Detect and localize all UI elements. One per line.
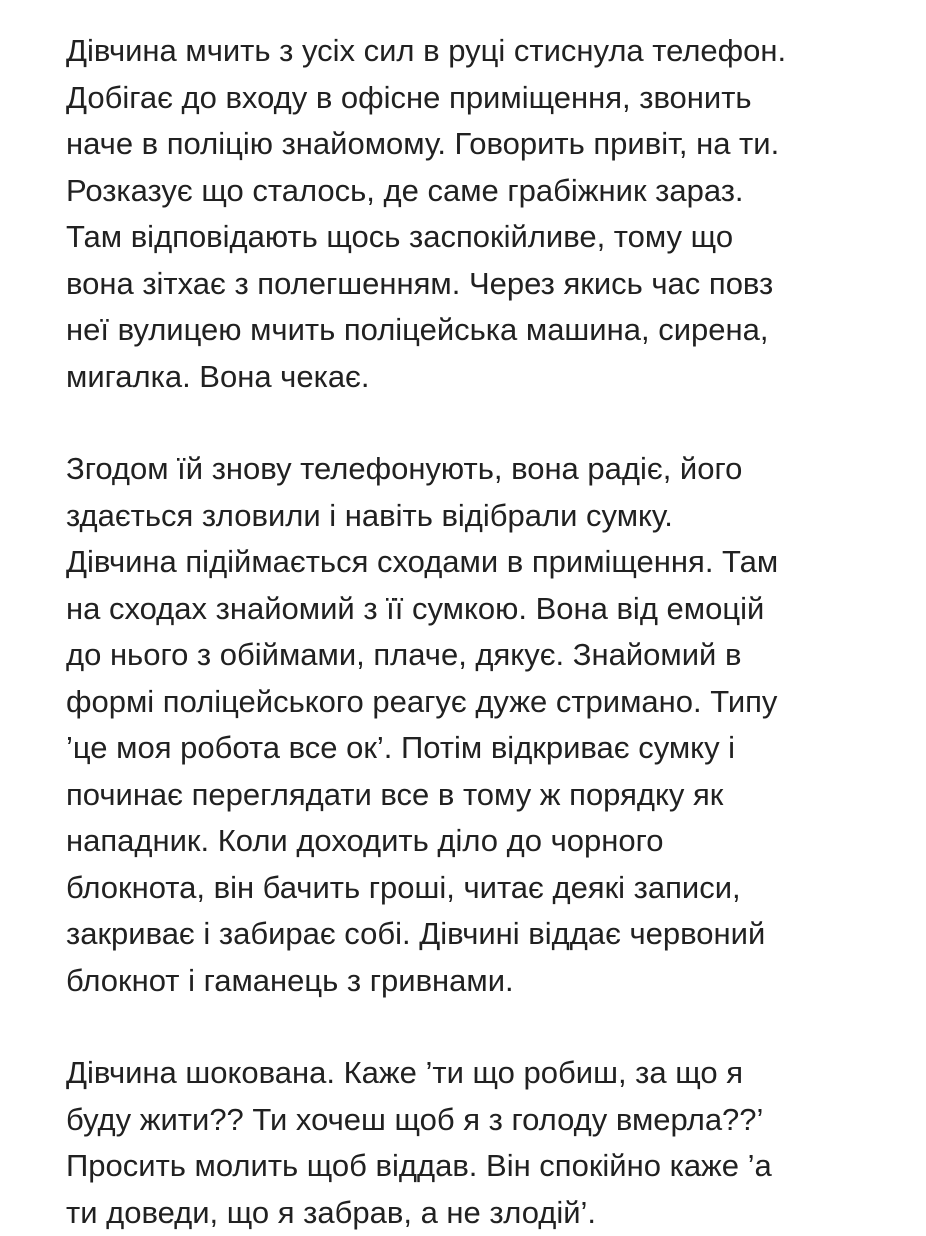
- paragraph-3: Дівчина шокована. Каже ’ти що робиш, за що я буду жити?? Ти хочеш щоб я з голоду вмерла??’ Просить молить щоб віддав. Він спокійно каже ’а ти доведи, що я забрав, а не злодій’.: [66, 1055, 772, 1230]
- paragraph-2: Згодом їй знову телефонують, вона радіє, його здається зловили і навіть відібрали сумку. Дівчина підіймається сходами в приміщення. Там на сходах знайомий з її сумкою. Вона від емоцій до нього з обіймами, плаче, дякує. Знайомий в формі поліцейського реагує дуже стримано. Типу ’це моя робота все ок’. Потім відкриває сумку і починає переглядати все в тому ж порядку як нападник. Коли доходить діло до чорного блокнота, він бачить гроші, читає деякі записи, закриває і забирає собі. Дівчині віддає червоний блокнот і гаманець з гривнами.: [66, 451, 779, 998]
- paragraph-spacer: [66, 1004, 916, 1050]
- paragraph-spacer: [66, 400, 916, 446]
- paragraph-1: Дівчина мчить з усіх сил в руці стиснула телефон. Добігає до входу в офісне приміщення, звонить наче в поліцію знайомому. Говорить привіт, на ти. Розказує що сталось, де саме грабіжник зараз. Там відповідають щось заспокійливе, тому що вона зітхає з полегшенням. Через якись час повз неї вулицею мчить поліцейська машина, сирена, мигалка. Вона чекає.: [66, 33, 787, 394]
- document-body: [66, 28, 916, 1236]
